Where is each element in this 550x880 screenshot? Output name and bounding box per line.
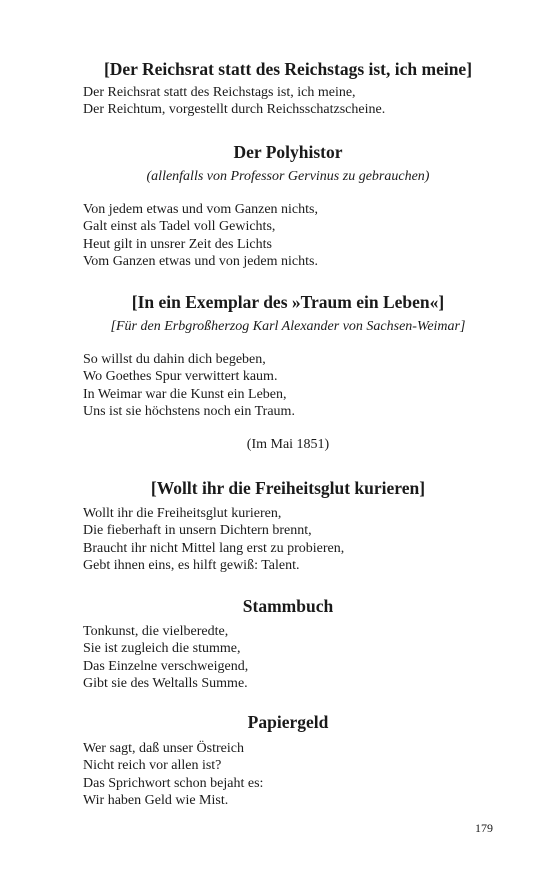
verse-line: Heut gilt in unsrer Zeit des Lichts <box>83 236 272 252</box>
poem-dateline: (Im Mai 1851) <box>246 437 330 452</box>
verse-line: Sie ist zugleich die stumme, <box>83 641 241 657</box>
poem-papiergeld <box>83 711 493 809</box>
verse-line: Tonkunst, die vielberedte, <box>83 624 229 639</box>
verse-line: Wollt ihr die Freiheitsglut kurieren, <box>83 506 282 521</box>
poem-verse <box>83 201 493 270</box>
verse-line: Wo Goethes Spur verwittert kaum. <box>83 369 278 385</box>
verse-line: Die fieberhaft in unsern Dichtern brennt, <box>83 523 312 539</box>
poem-subtitle: (allenfalls von Professor Gervinus zu gebrauchen) <box>146 169 430 184</box>
poem-reichsrat <box>83 58 493 119</box>
poem-traum-ein-leben <box>83 291 493 420</box>
verse-line: Gibt sie des Weltalls Summe. <box>83 675 248 691</box>
verse-line: In Weimar war die Kunst ein Leben, <box>83 386 287 402</box>
verse-line: Der Reichsrat statt des Reichstags ist, ich meine, <box>83 85 356 100</box>
poem-title: Papiergeld <box>247 712 329 732</box>
poem-verse <box>83 351 493 420</box>
poem-polyhistor <box>83 141 493 270</box>
poem-verse <box>83 84 493 119</box>
poem-subtitle: [Für den Erbgroßherzog Karl Alexander von Sachsen-Weimar] <box>110 319 466 334</box>
verse-line: Von jedem etwas und vom Ganzen nichts, <box>83 202 318 217</box>
verse-line: Braucht ihr nicht Mittel lang erst zu probieren, <box>83 540 345 556</box>
verse-line: Wer sagt, daß unser Östreich <box>83 741 244 756</box>
verse-line: Nicht reich vor allen ist? <box>83 758 222 774</box>
verse-line: Wir haben Geld wie Mist. <box>83 792 229 808</box>
verse-line: Der Reichtum, vorgestellt durch Reichsschatzscheine. <box>83 102 386 118</box>
poem-stammbuch <box>83 595 493 692</box>
poem-title: Der Polyhistor <box>233 142 343 162</box>
verse-line: Uns ist sie höchstens noch ein Traum. <box>83 403 295 419</box>
page-number: 179 <box>475 821 493 835</box>
verse-line: So willst du dahin dich begeben, <box>83 352 266 367</box>
poem-title: [Der Reichsrat statt des Reichstags ist, ich meine] <box>103 59 473 79</box>
poem-verse <box>83 623 493 692</box>
poem-freiheitsglut <box>83 477 493 574</box>
verse-line: Vom Ganzen etwas und von jedem nichts. <box>83 253 318 269</box>
verse-line: Das Einzelne verschweigend, <box>83 658 249 674</box>
poem-title: [Wollt ihr die Freiheitsglut kurieren] <box>150 478 426 498</box>
verse-line: Das Sprichwort schon bejaht es: <box>83 775 264 791</box>
verse-line: Galt einst als Tadel voll Gewichts, <box>83 219 276 235</box>
poem-verse <box>83 740 493 809</box>
poem-title: [In ein Exemplar des »Traum ein Leben«] <box>131 292 445 312</box>
verse-line: Gebt ihnen eins, es hilft gewiß: Talent. <box>83 557 300 573</box>
poem-verse <box>83 505 493 574</box>
poem-title: Stammbuch <box>242 596 334 616</box>
